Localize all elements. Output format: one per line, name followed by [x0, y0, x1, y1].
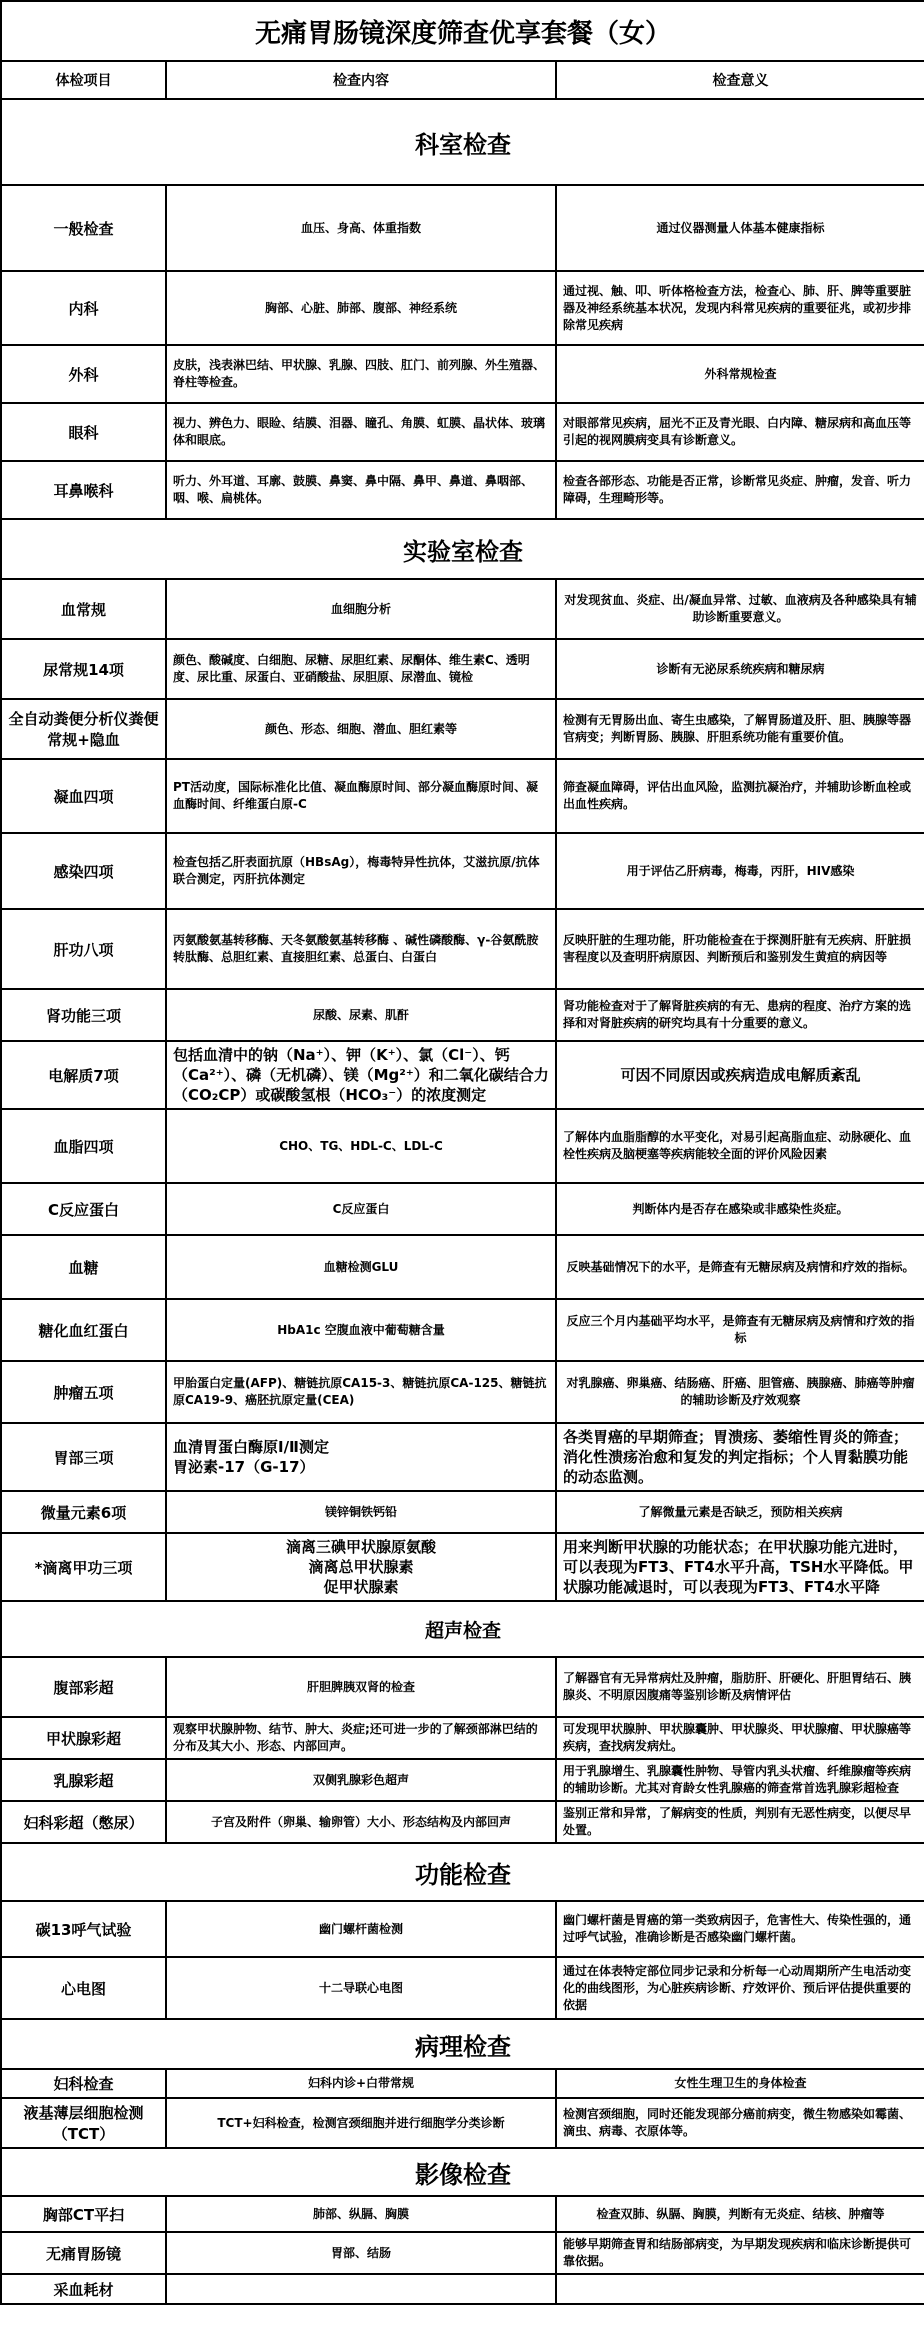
exam-content: 检查包括乙肝表面抗原（HBsAg），梅毒特异性抗体，艾滋抗原/抗体联合测定，丙肝抗体测定	[166, 833, 556, 909]
exam-meaning: 对发现贫血、炎症、出/凝血异常、过敏、血液病及各种感染具有辅助诊断重要意义。	[556, 579, 924, 639]
title-row	[1, 1, 924, 61]
exam-meaning: 各类胃癌的早期筛查；胃溃疡、萎缩性胃炎的筛查；消化性溃疡治愈和复发的判定指标；个人胃黏膜功能的动态监测。	[556, 1423, 924, 1491]
section-title: 功能检查	[1, 1843, 924, 1901]
exam-content: 颜色、酸碱度、白细胞、尿糖、尿胆红素、尿酮体、维生素C、透明度、尿比重、尿蛋白、亚硝酸盐、尿胆原、尿潜血、镜检	[166, 639, 556, 699]
exam-meaning: 能够早期筛查胃和结肠部病变，为早期发现疾病和临床诊断提供可靠依据。	[556, 2232, 924, 2274]
exam-row	[1, 403, 924, 461]
exam-meaning: 检查各部形态、功能是否正常，诊断常见炎症、肿瘤，发音、听力障碍，生理畸形等。	[556, 461, 924, 519]
exam-row	[1, 1801, 924, 1843]
exam-item-name: 采血耗材	[1, 2274, 166, 2304]
exam-content: 肝胆脾胰双肾的检查	[166, 1657, 556, 1717]
exam-item-name: 胸部CT平扫	[1, 2196, 166, 2232]
exam-content: HbA1c 空腹血液中葡萄糖含量	[166, 1299, 556, 1361]
exam-content: 滴离三碘甲状腺原氨酸 滴离总甲状腺素 促甲状腺素	[166, 1533, 556, 1601]
exam-row	[1, 2232, 924, 2274]
exam-meaning: 幽门螺杆菌是胃癌的第一类致病因子，危害性大、传染性强的，通过呼气试验，准确诊断是否感染幽门螺杆菌。	[556, 1901, 924, 1957]
exam-row	[1, 989, 924, 1041]
exam-meaning: 了解微量元素是否缺乏，预防相关疾病	[556, 1491, 924, 1533]
exam-item-name: 尿常规14项	[1, 639, 166, 699]
exam-item-name: 血常规	[1, 579, 166, 639]
exam-row	[1, 1183, 924, 1235]
exam-meaning: 诊断有无泌尿系统疾病和糖尿病	[556, 639, 924, 699]
exam-row	[1, 833, 924, 909]
exam-content: 妇科内诊+白带常规	[166, 2069, 556, 2098]
exam-content: TCT+妇科检查，检测宫颈细胞并进行细胞学分类诊断	[166, 2098, 556, 2148]
exam-content: 镁锌铜铁钙铅	[166, 1491, 556, 1533]
exam-content: 皮肤，浅表淋巴结、甲状腺、乳腺、四肢、肛门、前列腺、外生殖器、脊柱等检查。	[166, 345, 556, 403]
section-row	[1, 2019, 924, 2069]
exam-item-name: 全自动粪便分析仪粪便常规+隐血	[1, 699, 166, 759]
exam-meaning: 通过在体表特定部位同步记录和分析每一心动周期所产生电活动变化的曲线图形，为心脏疾病诊断、疗效评价、预后评估提供重要的依据	[556, 1957, 924, 2019]
exam-meaning: 对乳腺癌、卵巢癌、结肠癌、肝癌、胆管癌、胰腺癌、肺癌等肿瘤的辅助诊断及疗效观察	[556, 1361, 924, 1423]
exam-row	[1, 1759, 924, 1801]
exam-content: 听力、外耳道、耳廓、鼓膜、鼻窦、鼻中隔、鼻甲、鼻道、鼻咽部、咽、喉、扁桃体。	[166, 461, 556, 519]
exam-item-name: 肿瘤五项	[1, 1361, 166, 1423]
page-title: 无痛胃肠镜深度筛查优享套餐（女）	[1, 1, 924, 61]
exam-content: C反应蛋白	[166, 1183, 556, 1235]
exam-meaning: 了解体内血脂脂醇的水平变化，对易引起高脂血症、动脉硬化、血栓性疾病及脑梗塞等疾病能较全面的评价风险因素	[556, 1109, 924, 1183]
exam-content: 十二导联心电图	[166, 1957, 556, 2019]
exam-row	[1, 1491, 924, 1533]
exam-meaning: 检测有无胃肠出血、寄生虫感染，了解胃肠道及肝、胆、胰腺等器官病变；判断胃肠、胰腺、肝胆系统功能有重要价值。	[556, 699, 924, 759]
exam-content: 幽门螺杆菌检测	[166, 1901, 556, 1957]
exam-content: 血糖检测GLU	[166, 1235, 556, 1299]
section-title: 实验室检查	[1, 519, 924, 579]
exam-row	[1, 185, 924, 271]
section-row	[1, 2148, 924, 2196]
exam-content: 子宫及附件（卵巢、输卵管）大小、形态结构及内部回声	[166, 1801, 556, 1843]
exam-item-name: 糖化血红蛋白	[1, 1299, 166, 1361]
exam-meaning: 判断体内是否存在感染或非感染性炎症。	[556, 1183, 924, 1235]
exam-row	[1, 759, 924, 833]
exam-row	[1, 1901, 924, 1957]
section-row	[1, 1601, 924, 1657]
exam-item-name: 感染四项	[1, 833, 166, 909]
section-row	[1, 1843, 924, 1901]
exam-row	[1, 1109, 924, 1183]
exam-content: CHO、TG、HDL-C、LDL-C	[166, 1109, 556, 1183]
exam-item-name: 内科	[1, 271, 166, 345]
exam-row	[1, 909, 924, 989]
exam-item-name: 液基薄层细胞检测（TCT）	[1, 2098, 166, 2148]
exam-meaning: 鉴别正常和异常，了解病变的性质，判别有无恶性病变，以便尽早处置。	[556, 1801, 924, 1843]
exam-row	[1, 271, 924, 345]
exam-content: 肺部、纵膈、胸膜	[166, 2196, 556, 2232]
exam-item-name: 凝血四项	[1, 759, 166, 833]
exam-item-name: C反应蛋白	[1, 1183, 166, 1235]
exam-item-name: 心电图	[1, 1957, 166, 2019]
exam-item-name: 血糖	[1, 1235, 166, 1299]
exam-content: 丙氨酸氨基转移酶、天冬氨酸氨基转移酶 、碱性磷酸酶、γ-谷氨酰胺转肽酶、总胆红素、直接胆红素、总蛋白、白蛋白	[166, 909, 556, 989]
section-row	[1, 99, 924, 185]
exam-item-name: 碳13呼气试验	[1, 1901, 166, 1957]
exam-meaning: 检查双肺、纵膈、胸膜，判断有无炎症、结核、肿瘤等	[556, 2196, 924, 2232]
exam-meaning: 可因不同原因或疾病造成电解质紊乱	[556, 1041, 924, 1109]
exam-item-name: 无痛胃肠镜	[1, 2232, 166, 2274]
exam-item-name: 妇科彩超（憋尿）	[1, 1801, 166, 1843]
exam-meaning: 通过视、触、叩、听体格检查方法，检查心、肺、肝、脾等重要脏器及神经系统基本状况，发现内科常见疾病的重要征兆，或初步排除常见疾病	[556, 271, 924, 345]
exam-meaning: 对眼部常见疾病，屈光不正及青光眼、白内障、糖尿病和高血压等引起的视网膜病变具有诊断意义。	[556, 403, 924, 461]
exam-row	[1, 639, 924, 699]
header-item: 体检项目	[1, 61, 166, 99]
exam-content	[166, 2274, 556, 2304]
exam-item-name: 血脂四项	[1, 1109, 166, 1183]
exam-meaning: 女性生理卫生的身体检查	[556, 2069, 924, 2098]
exam-content: 尿酸、尿素、肌酐	[166, 989, 556, 1041]
exam-item-name: 耳鼻喉科	[1, 461, 166, 519]
exam-content: 双侧乳腺彩色超声	[166, 1759, 556, 1801]
section-title: 超声检查	[1, 1601, 924, 1657]
exam-row	[1, 461, 924, 519]
exam-item-name: 一般检查	[1, 185, 166, 271]
exam-item-name: 微量元素6项	[1, 1491, 166, 1533]
exam-content: 颜色、形态、细胞、潜血、胆红素等	[166, 699, 556, 759]
exam-row	[1, 2196, 924, 2232]
exam-item-name: 外科	[1, 345, 166, 403]
exam-content: 甲胎蛋白定量(AFP)、糖链抗原CA15-3、糖链抗原CA-125、糖链抗原CA19-9、癌胚抗原定量(CEA)	[166, 1361, 556, 1423]
exam-item-name: 乳腺彩超	[1, 1759, 166, 1801]
exam-content: 包括血清中的钠（Na⁺）、钾（K⁺）、氯（Cl⁻）、钙（Ca²⁺）、磷（无机磷）、镁（Mg²⁺）和二氧化碳结合力（CO₂CP）或碳酸氢根（HCO₃⁻）的浓度测定	[166, 1041, 556, 1109]
exam-row	[1, 2274, 924, 2304]
exam-meaning: 反映肝脏的生理功能，肝功能检查在于探测肝脏有无疾病、肝脏损害程度以及查明肝病原因、判断预后和鉴别发生黄疸的病因等	[556, 909, 924, 989]
exam-item-name: 腹部彩超	[1, 1657, 166, 1717]
exam-row	[1, 699, 924, 759]
exam-meaning: 外科常规检查	[556, 345, 924, 403]
exam-meaning: 通过仪器测量人体基本健康指标	[556, 185, 924, 271]
header-row	[1, 61, 924, 99]
exam-row	[1, 579, 924, 639]
exam-content: 血清胃蛋白酶原Ⅰ/Ⅱ测定 胃泌素-17（G-17）	[166, 1423, 556, 1491]
exam-item-name: 肝功八项	[1, 909, 166, 989]
exam-row	[1, 1957, 924, 2019]
exam-row	[1, 1041, 924, 1109]
exam-content: 视力、辨色力、眼睑、结膜、泪器、瞳孔、角膜、虹膜、晶状体、玻璃体和眼底。	[166, 403, 556, 461]
exam-content: 血压、身高、体重指数	[166, 185, 556, 271]
exam-item-name: 电解质7项	[1, 1041, 166, 1109]
exam-meaning: 可发现甲状腺肿、甲状腺囊肿、甲状腺炎、甲状腺瘤、甲状腺癌等疾病，查找病发病灶。	[556, 1717, 924, 1759]
exam-item-name: 胃部三项	[1, 1423, 166, 1491]
exam-row	[1, 1533, 924, 1601]
exam-item-name: 肾功能三项	[1, 989, 166, 1041]
section-title: 影像检查	[1, 2148, 924, 2196]
exam-meaning: 反应三个月内基础平均水平，是筛查有无糖尿病及病情和疗效的指标	[556, 1299, 924, 1361]
exam-row	[1, 1361, 924, 1423]
exam-item-name: *滴离甲功三项	[1, 1533, 166, 1601]
header-meaning: 检查意义	[556, 61, 924, 99]
exam-content: 观察甲状腺肿物、结节、肿大、炎症;还可进一步的了解颈部淋巴结的分布及其大小、形态、内部回声。	[166, 1717, 556, 1759]
exam-content: 胃部、结肠	[166, 2232, 556, 2274]
exam-row	[1, 2098, 924, 2148]
exam-content: PT活动度，国际标准化比值、凝血酶原时间、部分凝血酶原时间、凝血酶时间、纤维蛋白原-C	[166, 759, 556, 833]
exam-row	[1, 345, 924, 403]
exam-meaning	[556, 2274, 924, 2304]
exam-row	[1, 1717, 924, 1759]
exam-meaning: 筛查凝血障碍，评估出血风险，监测抗凝治疗，并辅助诊断血栓或出血性疾病。	[556, 759, 924, 833]
exam-row	[1, 1423, 924, 1491]
exam-row	[1, 1657, 924, 1717]
exam-meaning: 用于评估乙肝病毒，梅毒，丙肝，HIV感染	[556, 833, 924, 909]
exam-meaning: 用来判断甲状腺的功能状态；在甲状腺功能亢进时，可以表现为FT3、FT4水平升高，TSH水平降低。甲状腺功能减退时，可以表现为FT3、FT4水平降	[556, 1533, 924, 1601]
section-title: 科室检查	[1, 99, 924, 185]
exam-item-name: 眼科	[1, 403, 166, 461]
header-content: 检查内容	[166, 61, 556, 99]
exam-meaning: 检测宫颈细胞，同时还能发现部分癌前病变，微生物感染如霉菌、滴虫、病毒、衣原体等。	[556, 2098, 924, 2148]
exam-item-name: 妇科检查	[1, 2069, 166, 2098]
exam-row	[1, 1299, 924, 1361]
exam-row	[1, 2069, 924, 2098]
exam-meaning: 肾功能检查对于了解肾脏疾病的有无、患病的程度、治疗方案的选择和对肾脏疾病的研究均具有十分重要的意义。	[556, 989, 924, 1041]
exam-meaning: 了解器官有无异常病灶及肿瘤，脂肪肝、肝硬化、肝胆胃结石、胰腺炎、不明原因腹痛等鉴别诊断及病情评估	[556, 1657, 924, 1717]
exam-row	[1, 1235, 924, 1299]
exam-meaning: 反映基础情况下的水平，是筛查有无糖尿病及病情和疗效的指标。	[556, 1235, 924, 1299]
exam-item-name: 甲状腺彩超	[1, 1717, 166, 1759]
section-row	[1, 519, 924, 579]
exam-meaning: 用于乳腺增生、乳腺囊性肿物、导管内乳头状瘤、纤维腺瘤等疾病的辅助诊断。尤其对育龄女性乳腺癌的筛查常首选乳腺彩超检查	[556, 1759, 924, 1801]
exam-content: 血细胞分析	[166, 579, 556, 639]
exam-content: 胸部、心脏、肺部、腹部、神经系统	[166, 271, 556, 345]
section-title: 病理检查	[1, 2019, 924, 2069]
